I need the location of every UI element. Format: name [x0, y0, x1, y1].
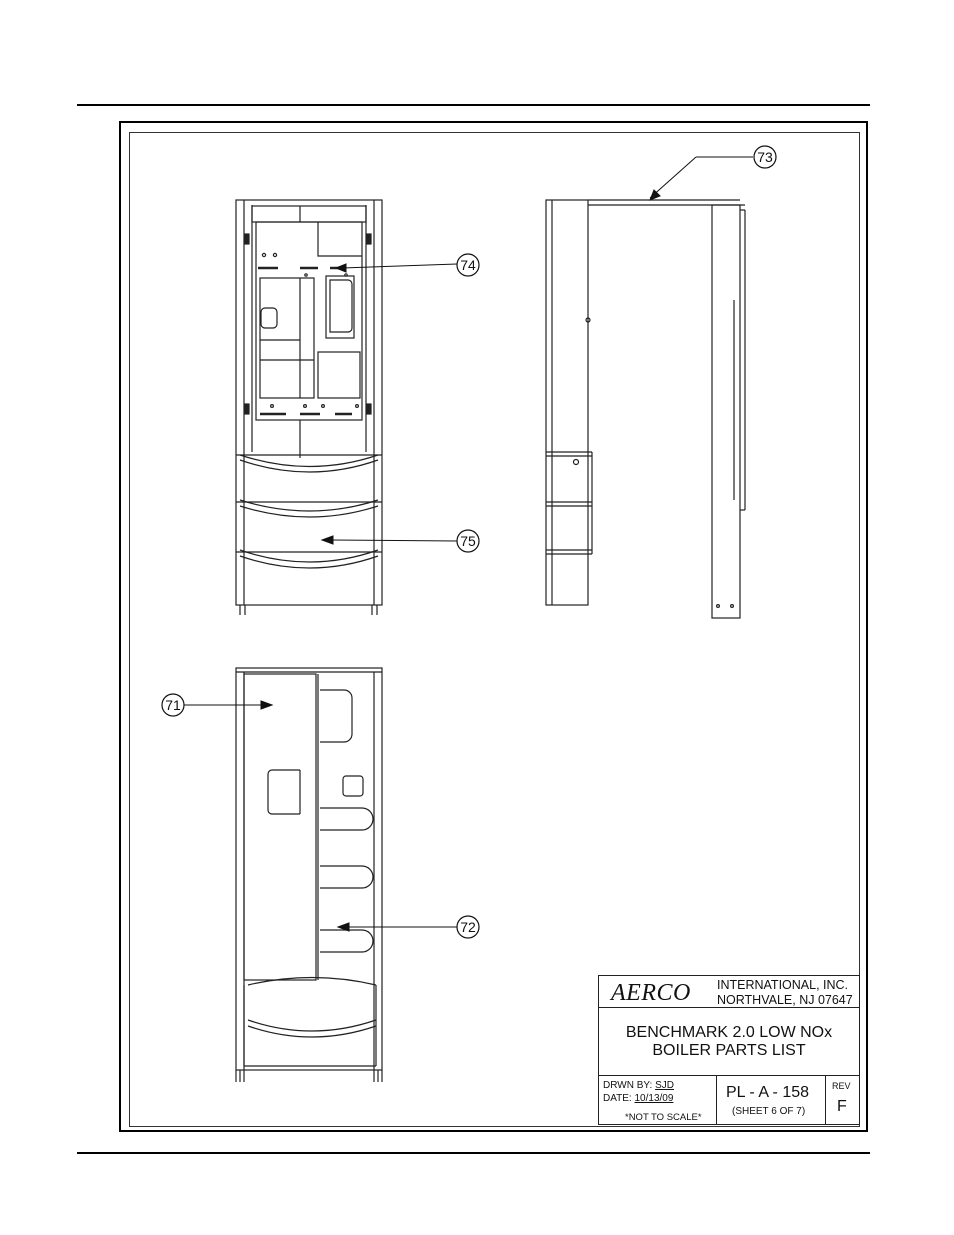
rev-value: F [837, 1098, 847, 1115]
date-label: DATE: [603, 1093, 632, 1104]
drawing-title [599, 1024, 859, 1060]
date-value: 10/13/09 [634, 1093, 674, 1104]
company-address [717, 978, 853, 1008]
callout-74: 74 [460, 257, 476, 273]
drawing-number: PL - A - 158 [726, 1084, 810, 1101]
callout-71: 71 [165, 697, 181, 713]
footer-rule [77, 1152, 870, 1154]
rev-label: REV [832, 1081, 851, 1091]
callout-75: 75 [460, 533, 476, 549]
sheet-number: (SHEET 6 OF 7) [732, 1106, 806, 1117]
scale-note: *NOT TO SCALE* [625, 1112, 702, 1123]
drawing-date [603, 1092, 673, 1105]
drawn-by-label: DRWN BY: [603, 1080, 653, 1091]
rear-view [236, 668, 382, 1082]
callout-72: 72 [460, 919, 476, 935]
drawn-by [603, 1079, 674, 1092]
tb-divider-2 [825, 1076, 826, 1125]
side-view [546, 200, 745, 618]
drawn-by-value: SJD [655, 1080, 674, 1091]
callout-73: 73 [757, 149, 773, 165]
title-block-header [599, 976, 859, 1008]
title-block-title [599, 1008, 859, 1076]
front-view [236, 200, 382, 615]
drawing-title-line1: BENCHMARK 2.0 LOW NOx [625, 1024, 833, 1041]
aerco-logo: AERCO [611, 980, 691, 1006]
company-name: INTERNATIONAL, INC. [717, 978, 849, 992]
company-location: NORTHVALE, NJ 07647 [717, 993, 853, 1007]
title-block [598, 975, 860, 1125]
tb-divider-1 [716, 1076, 717, 1125]
drawing-title-line2: BOILER PARTS LIST [652, 1042, 806, 1059]
